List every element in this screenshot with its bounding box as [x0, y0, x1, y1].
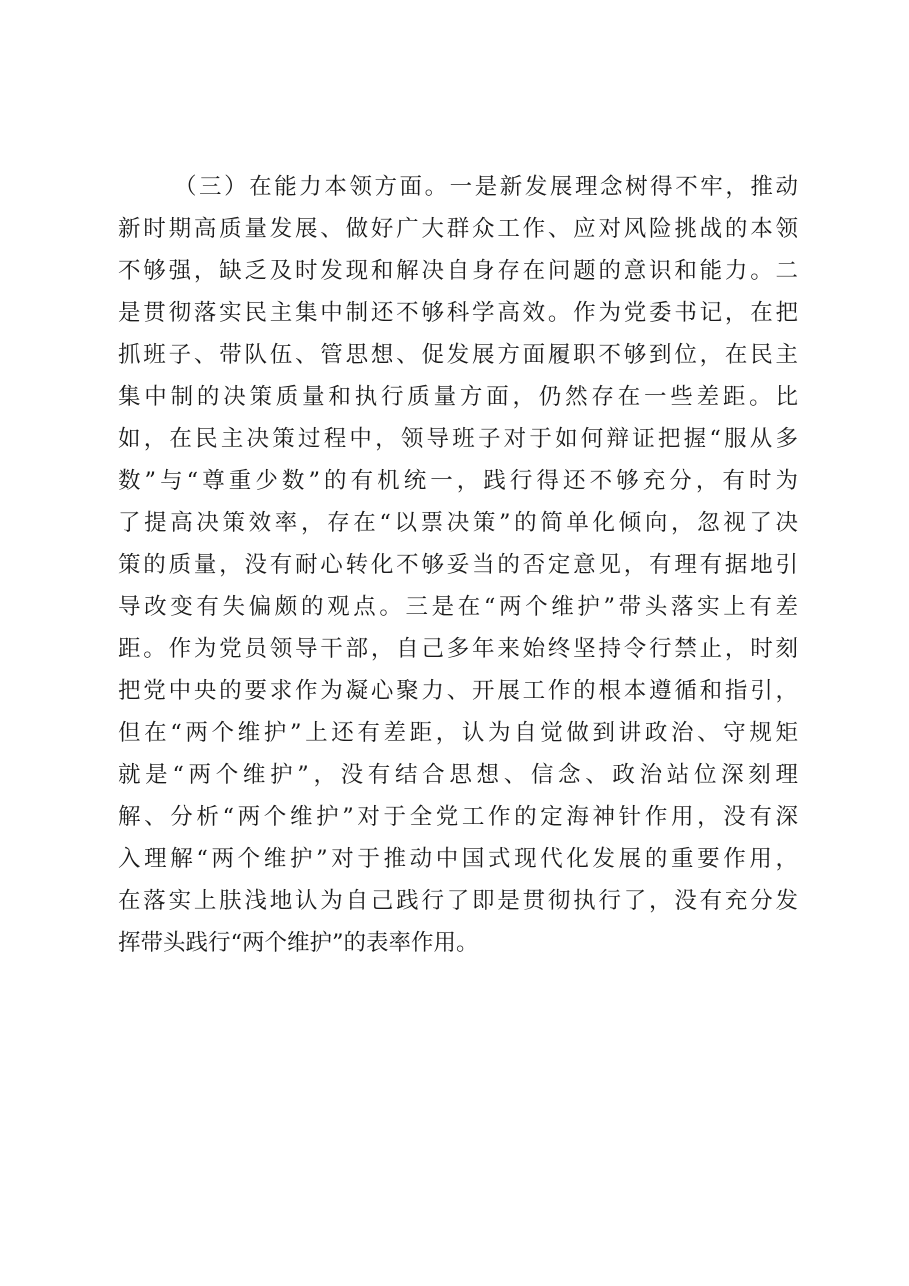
paragraph-line-4: 是贯彻落实民主集中制还不够科学高效。作为党委书记，在把 [118, 300, 798, 326]
paragraph-line-9: 了提高决策效率，存在“以票决策”的简单化倾向，忽视了决 [118, 510, 798, 536]
paragraph-line-19: 挥带头践行“两个维护”的表率作用。 [118, 930, 479, 956]
paragraph-line-5: 抓班子、带队伍、管思想、促发展方面履职不够到位，在民主 [118, 342, 798, 368]
body-paragraph [118, 166, 798, 964]
paragraph-line-10: 策的质量，没有耐心转化不够妥当的否定意见，有理有据地引 [118, 552, 798, 578]
paragraph-line-7: 如，在民主决策过程中，领导班子对于如何辩证把握“服从多 [118, 426, 798, 452]
paragraph-line-13: 把党中央的要求作为凝心聚力、开展工作的根本遵循和指引， [118, 678, 798, 704]
paragraph-line-3: 不够强，缺乏及时发现和解决自身存在问题的意识和能力。二 [118, 258, 798, 284]
paragraph-line-15: 就是“两个维护”，没有结合思想、信念、政治站位深刻理 [118, 762, 798, 788]
paragraph-line-16: 解、分析“两个维护”对于全党工作的定海神针作用，没有深 [118, 804, 798, 830]
paragraph-line-8: 数”与“尊重少数”的有机统一，践行得还不够充分，有时为 [118, 468, 798, 494]
paragraph-line-17: 入理解“两个维护”对于推动中国式现代化发展的重要作用， [118, 846, 798, 872]
paragraph-line-14: 但在“两个维护”上还有差距，认为自觉做到讲政治、守规矩 [118, 720, 798, 746]
paragraph-line-1: （三）在能力本领方面。一是新发展理念树得不牢，推动 [174, 174, 798, 200]
paragraph-line-6: 集中制的决策质量和执行质量方面，仍然存在一些差距。比 [118, 384, 798, 410]
paragraph-line-2: 新时期高质量发展、做好广大群众工作、应对风险挑战的本领 [118, 216, 798, 242]
paragraph-line-12: 距。作为党员领导干部，自己多年来始终坚持令行禁止，时刻 [118, 636, 798, 662]
paragraph-line-18: 在落实上肤浅地认为自己践行了即是贯彻执行了，没有充分发 [118, 888, 798, 914]
paragraph-line-11: 导改变有失偏颇的观点。三是在“两个维护”带头落实上有差 [118, 594, 798, 620]
